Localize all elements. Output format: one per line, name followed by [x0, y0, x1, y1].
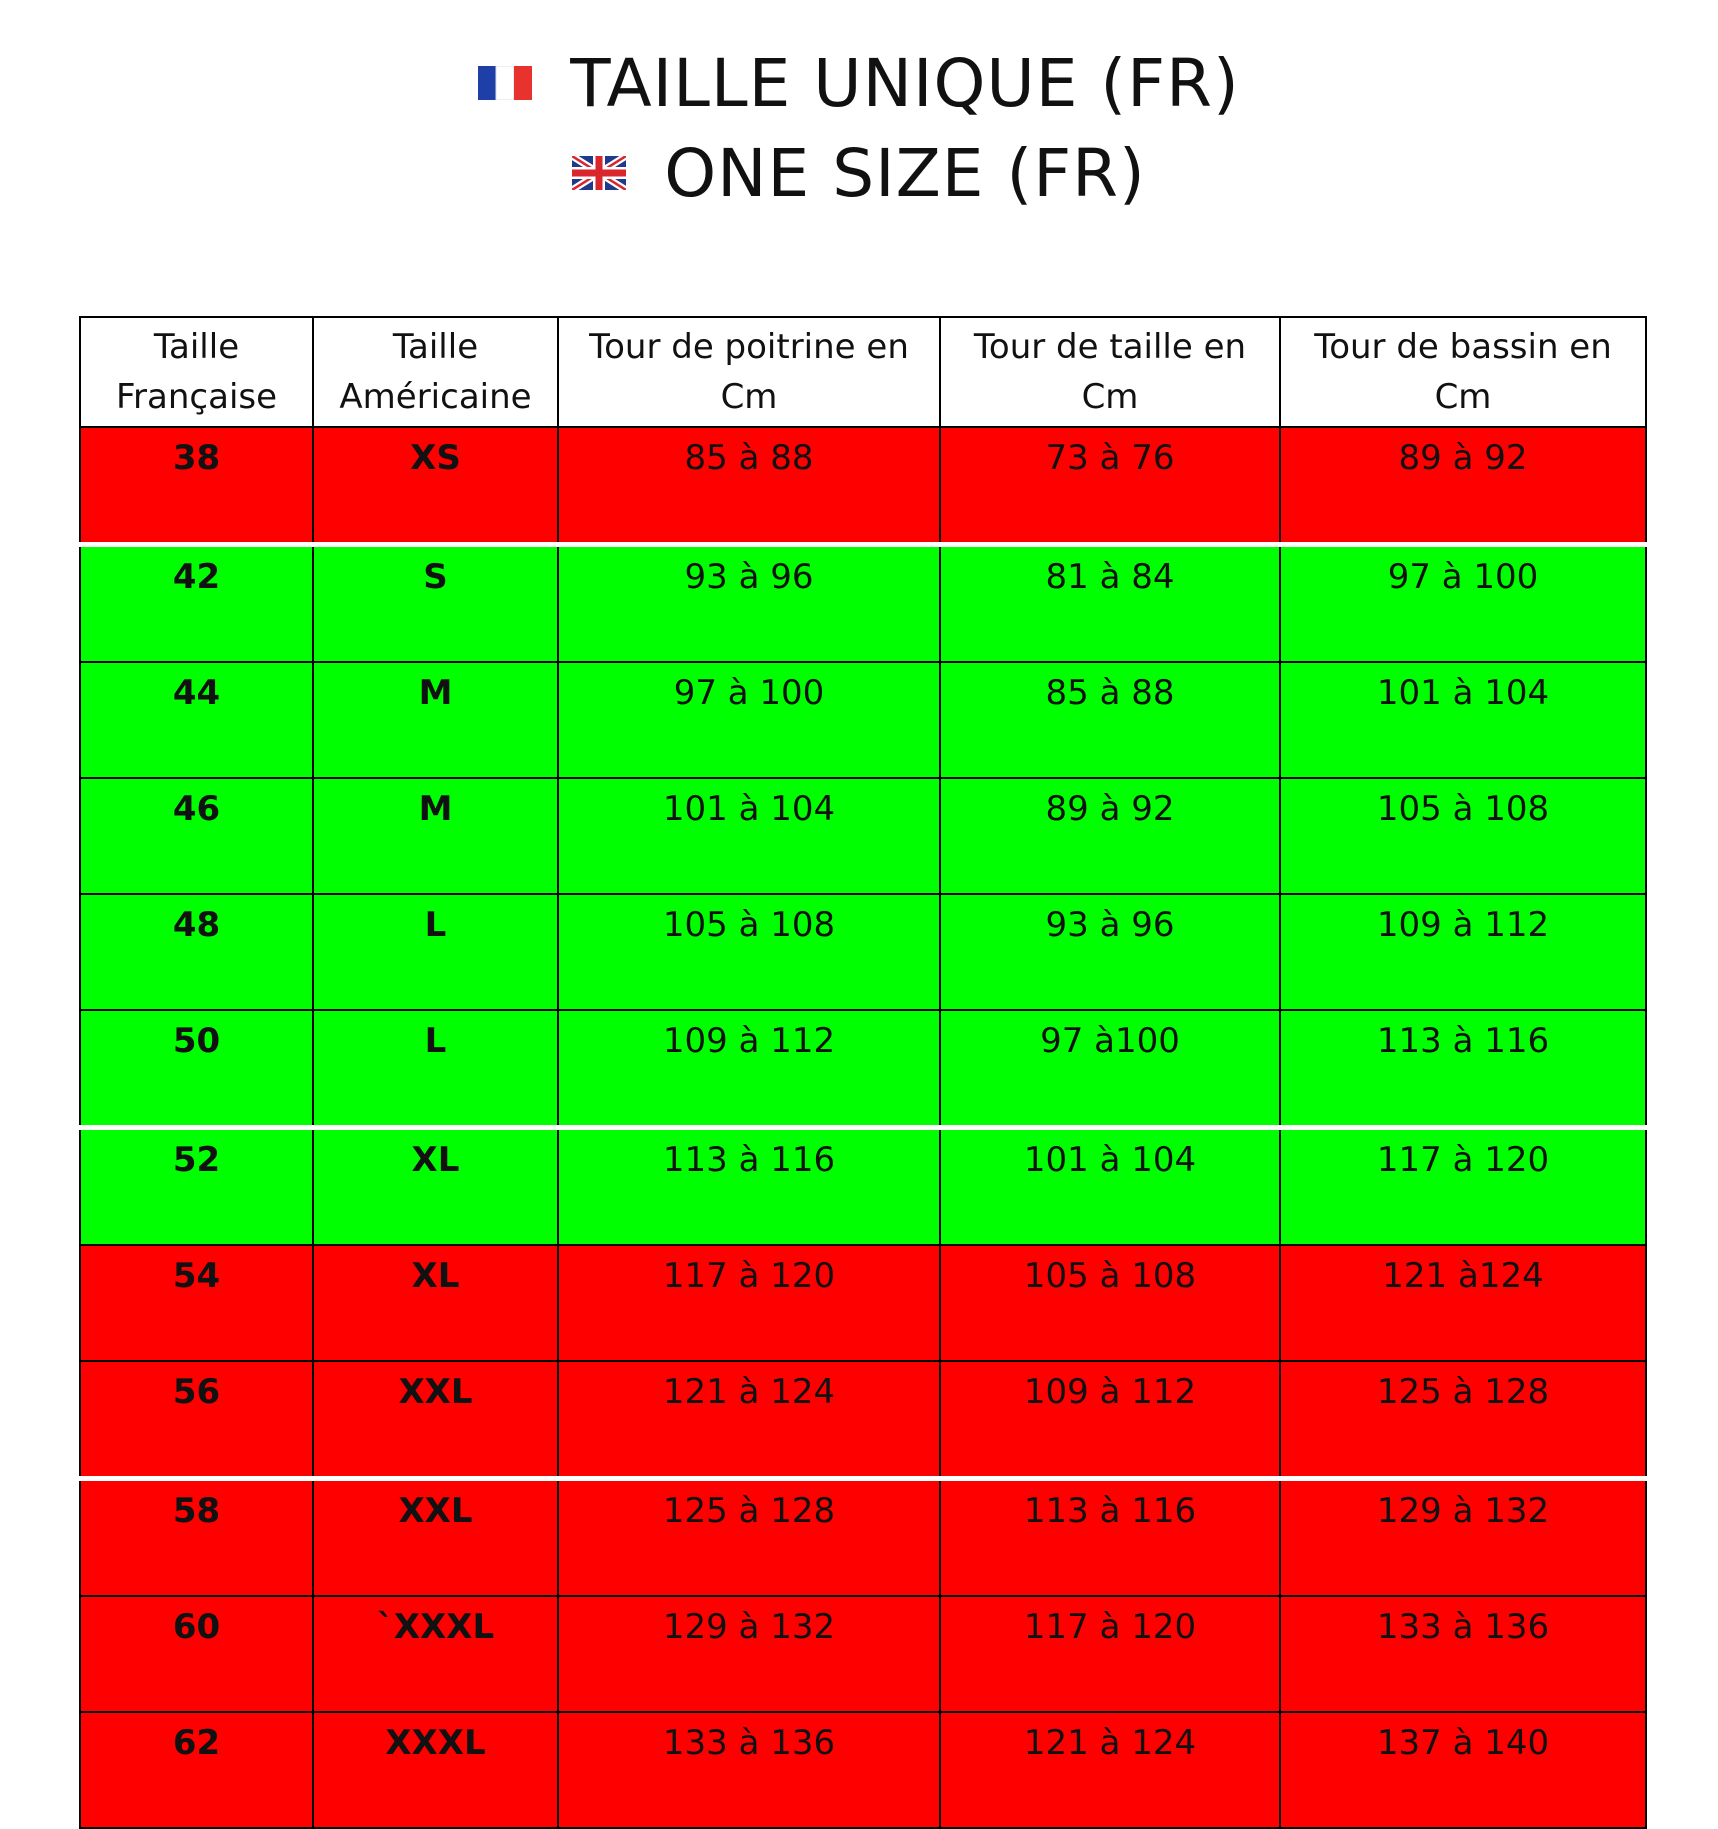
header-french-size: Taille Française — [80, 317, 313, 427]
cell-hip: 121 à124 — [1280, 1245, 1646, 1361]
cell-chest: 129 à 132 — [558, 1596, 940, 1712]
table-row — [80, 1712, 1646, 1828]
cell-chest: 101 à 104 — [558, 778, 940, 894]
uk-flag-icon — [572, 156, 626, 190]
cell-waist: 85 à 88 — [940, 662, 1280, 778]
cell-american-size: `XXXL — [313, 1596, 558, 1712]
table-row — [80, 545, 1646, 663]
title-line-en — [0, 128, 1718, 218]
france-flag-icon — [478, 66, 532, 100]
table-row — [80, 427, 1646, 545]
cell-american-size: M — [313, 662, 558, 778]
cell-chest: 121 à 124 — [558, 1361, 940, 1479]
cell-waist: 105 à 108 — [940, 1245, 1280, 1361]
table-row — [80, 662, 1646, 778]
cell-american-size: XL — [313, 1245, 558, 1361]
cell-hip: 137 à 140 — [1280, 1712, 1646, 1828]
cell-hip: 129 à 132 — [1280, 1479, 1646, 1597]
cell-waist: 117 à 120 — [940, 1596, 1280, 1712]
cell-waist: 81 à 84 — [940, 545, 1280, 663]
cell-american-size: XXL — [313, 1479, 558, 1597]
table-header-row — [80, 317, 1646, 427]
table-row — [80, 1010, 1646, 1128]
header-american-size: Taille Américaine — [313, 317, 558, 427]
cell-american-size: S — [313, 545, 558, 663]
cell-waist: 89 à 92 — [940, 778, 1280, 894]
cell-hip: 109 à 112 — [1280, 894, 1646, 1010]
cell-waist: 97 à100 — [940, 1010, 1280, 1128]
cell-french-size: 46 — [80, 778, 313, 894]
cell-chest: 125 à 128 — [558, 1479, 940, 1597]
cell-american-size: XXXL — [313, 1712, 558, 1828]
title-line-fr — [0, 38, 1718, 128]
table-row — [80, 894, 1646, 1010]
cell-waist: 109 à 112 — [940, 1361, 1280, 1479]
cell-american-size: M — [313, 778, 558, 894]
table-row — [80, 1245, 1646, 1361]
cell-chest: 97 à 100 — [558, 662, 940, 778]
cell-hip: 117 à 120 — [1280, 1128, 1646, 1246]
cell-french-size: 58 — [80, 1479, 313, 1597]
cell-hip: 133 à 136 — [1280, 1596, 1646, 1712]
table-row — [80, 1128, 1646, 1246]
cell-waist: 93 à 96 — [940, 894, 1280, 1010]
cell-chest: 109 à 112 — [558, 1010, 940, 1128]
cell-american-size: XL — [313, 1128, 558, 1246]
cell-chest: 113 à 116 — [558, 1128, 940, 1246]
cell-american-size: XS — [313, 427, 558, 545]
cell-chest: 133 à 136 — [558, 1712, 940, 1828]
cell-french-size: 54 — [80, 1245, 313, 1361]
cell-american-size: XXL — [313, 1361, 558, 1479]
cell-french-size: 44 — [80, 662, 313, 778]
header-waist: Tour de taille en Cm — [940, 317, 1280, 427]
cell-american-size: L — [313, 1010, 558, 1128]
cell-french-size: 48 — [80, 894, 313, 1010]
cell-french-size: 50 — [80, 1010, 313, 1128]
cell-hip: 125 à 128 — [1280, 1361, 1646, 1479]
cell-hip: 101 à 104 — [1280, 662, 1646, 778]
table-row — [80, 1596, 1646, 1712]
cell-american-size: L — [313, 894, 558, 1010]
cell-hip: 89 à 92 — [1280, 427, 1646, 545]
table-row — [80, 778, 1646, 894]
cell-waist: 101 à 104 — [940, 1128, 1280, 1246]
cell-hip: 113 à 116 — [1280, 1010, 1646, 1128]
table-row — [80, 1361, 1646, 1479]
cell-hip: 105 à 108 — [1280, 778, 1646, 894]
table-row — [80, 1479, 1646, 1597]
cell-chest: 85 à 88 — [558, 427, 940, 545]
cell-chest: 117 à 120 — [558, 1245, 940, 1361]
cell-french-size: 60 — [80, 1596, 313, 1712]
cell-french-size: 62 — [80, 1712, 313, 1828]
cell-chest: 105 à 108 — [558, 894, 940, 1010]
cell-chest: 93 à 96 — [558, 545, 940, 663]
cell-waist: 73 à 76 — [940, 427, 1280, 545]
size-chart-table — [79, 316, 1647, 1829]
header-hip: Tour de bassin en Cm — [1280, 317, 1646, 427]
cell-french-size: 52 — [80, 1128, 313, 1246]
title-en-text: ONE SIZE (FR) — [664, 134, 1146, 212]
cell-french-size: 38 — [80, 427, 313, 545]
cell-waist: 121 à 124 — [940, 1712, 1280, 1828]
cell-french-size: 56 — [80, 1361, 313, 1479]
header-chest: Tour de poitrine en Cm — [558, 317, 940, 427]
table-body — [80, 427, 1646, 1828]
title-fr-text: TAILLE UNIQUE (FR) — [570, 44, 1240, 122]
cell-waist: 113 à 116 — [940, 1479, 1280, 1597]
cell-french-size: 42 — [80, 545, 313, 663]
cell-hip: 97 à 100 — [1280, 545, 1646, 663]
